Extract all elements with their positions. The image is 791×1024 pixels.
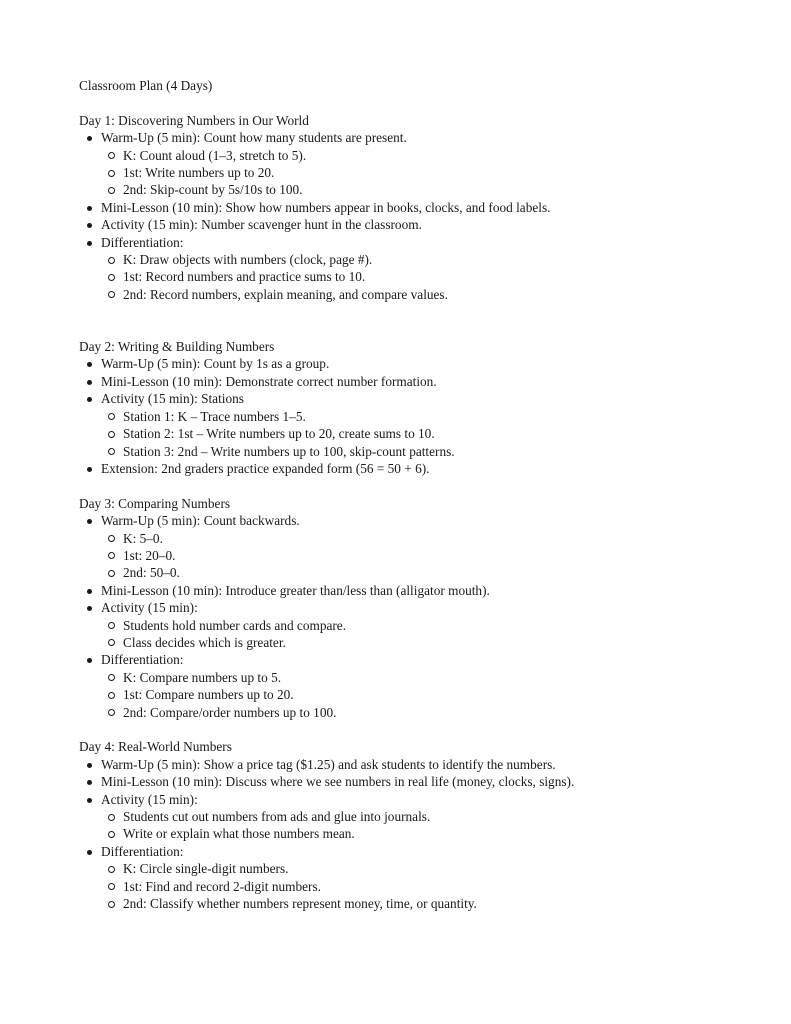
list-item — [101, 599, 729, 651]
spacer — [79, 721, 729, 738]
list-item — [101, 773, 729, 790]
list-item — [101, 791, 729, 843]
list-item — [101, 651, 729, 721]
sub-bullet-list — [101, 669, 729, 721]
list-item-text: Warm-Up (5 min): Count backwards. — [101, 513, 300, 529]
day-heading: Day 4: Real-World Numbers — [79, 739, 232, 755]
sub-list-item: K: Circle single-digit numbers. — [123, 860, 729, 877]
sub-bullet-list — [101, 251, 729, 303]
sub-list-item: 1st: Write numbers up to 20. — [123, 164, 729, 181]
day-section-3 — [79, 495, 729, 721]
sub-bullet-list — [101, 617, 729, 652]
list-item — [101, 843, 729, 913]
list-item — [101, 199, 729, 216]
sub-bullet-list — [101, 808, 729, 843]
bullet-list — [79, 512, 729, 721]
sub-bullet-list — [101, 408, 729, 460]
bullet-list — [79, 355, 729, 477]
day-section-1 — [79, 112, 729, 303]
list-item-text: Activity (15 min): Stations — [101, 391, 244, 407]
sub-bullet-list — [101, 147, 729, 199]
day-section-2 — [79, 338, 729, 477]
sub-list-item: K: Compare numbers up to 5. — [123, 669, 729, 686]
sub-bullet-list — [101, 860, 729, 912]
sub-list-item: K: Draw objects with numbers (clock, page #). — [123, 251, 729, 268]
sub-list-item: 1st: Compare numbers up to 20. — [123, 686, 729, 703]
list-item-text: Differentiation: — [101, 843, 184, 859]
sub-list-item: Station 1: K – Trace numbers 1–5. — [123, 408, 729, 425]
list-item — [101, 460, 729, 477]
sub-list-item: Station 2: 1st – Write numbers up to 20, create sums to 10. — [123, 425, 729, 442]
sub-list-item: 1st: Find and record 2-digit numbers. — [123, 878, 729, 895]
sub-list-item: 2nd: 50–0. — [123, 564, 729, 581]
list-item-text: Warm-Up (5 min): Count how many students are present. — [101, 130, 407, 146]
list-item-text: Warm-Up (5 min): Show a price tag ($1.25) and ask students to identify the numbers. — [101, 756, 556, 772]
spacer — [79, 94, 729, 111]
list-item-text: Activity (15 min): — [101, 600, 198, 616]
document-page — [79, 77, 729, 912]
sub-list-item: Students hold number cards and compare. — [123, 617, 729, 634]
list-item — [101, 234, 729, 304]
sub-list-item: K: Count aloud (1–3, stretch to 5). — [123, 147, 729, 164]
day-heading: Day 1: Discovering Numbers in Our World — [79, 112, 309, 128]
sub-list-item: Station 3: 2nd – Write numbers up to 100, skip-count patterns. — [123, 443, 729, 460]
list-item — [101, 373, 729, 390]
list-item-text: Mini-Lesson (10 min): Demonstrate correct number formation. — [101, 373, 437, 389]
list-item-text: Differentiation: — [101, 234, 184, 250]
list-item-text: Activity (15 min): — [101, 791, 198, 807]
sub-bullet-list — [101, 530, 729, 582]
day-heading: Day 2: Writing & Building Numbers — [79, 339, 275, 355]
list-item-text: Mini-Lesson (10 min): Show how numbers appear in books, clocks, and food labels. — [101, 199, 551, 215]
list-item-text: Mini-Lesson (10 min): Introduce greater than/less than (alligator mouth). — [101, 582, 490, 598]
list-item — [101, 216, 729, 233]
spacer — [79, 477, 729, 494]
list-item — [101, 756, 729, 773]
list-item — [101, 355, 729, 372]
document-title: Classroom Plan (4 Days) — [79, 78, 213, 93]
sub-list-item: Class decides which is greater. — [123, 634, 729, 651]
list-item — [101, 390, 729, 460]
sub-list-item: 2nd: Classify whether numbers represent money, time, or quantity. — [123, 895, 729, 912]
list-item-text: Warm-Up (5 min): Count by 1s as a group. — [101, 356, 330, 372]
sub-list-item: 2nd: Skip-count by 5s/10s to 100. — [123, 181, 729, 198]
sub-list-item: Students cut out numbers from ads and glue into journals. — [123, 808, 729, 825]
sub-list-item: 1st: Record numbers and practice sums to 10. — [123, 268, 729, 285]
bullet-list — [79, 129, 729, 303]
day-section-4 — [79, 738, 729, 912]
sub-list-item: Write or explain what those numbers mean. — [123, 825, 729, 842]
list-item-text: Differentiation: — [101, 652, 184, 668]
spacer — [79, 303, 729, 338]
list-item — [101, 512, 729, 582]
list-item — [101, 582, 729, 599]
sub-list-item: 1st: 20–0. — [123, 547, 729, 564]
sub-list-item: 2nd: Compare/order numbers up to 100. — [123, 704, 729, 721]
list-item-text: Activity (15 min): Number scavenger hunt in the classroom. — [101, 217, 422, 233]
day-heading: Day 3: Comparing Numbers — [79, 495, 231, 511]
list-item — [101, 129, 729, 199]
list-item-text: Extension: 2nd graders practice expanded form (56 = 50 + 6). — [101, 460, 430, 476]
sub-list-item: K: 5–0. — [123, 530, 729, 547]
list-item-text: Mini-Lesson (10 min): Discuss where we see numbers in real life (money, clocks, signs). — [101, 774, 575, 790]
sub-list-item: 2nd: Record numbers, explain meaning, and compare values. — [123, 286, 729, 303]
bullet-list — [79, 756, 729, 913]
